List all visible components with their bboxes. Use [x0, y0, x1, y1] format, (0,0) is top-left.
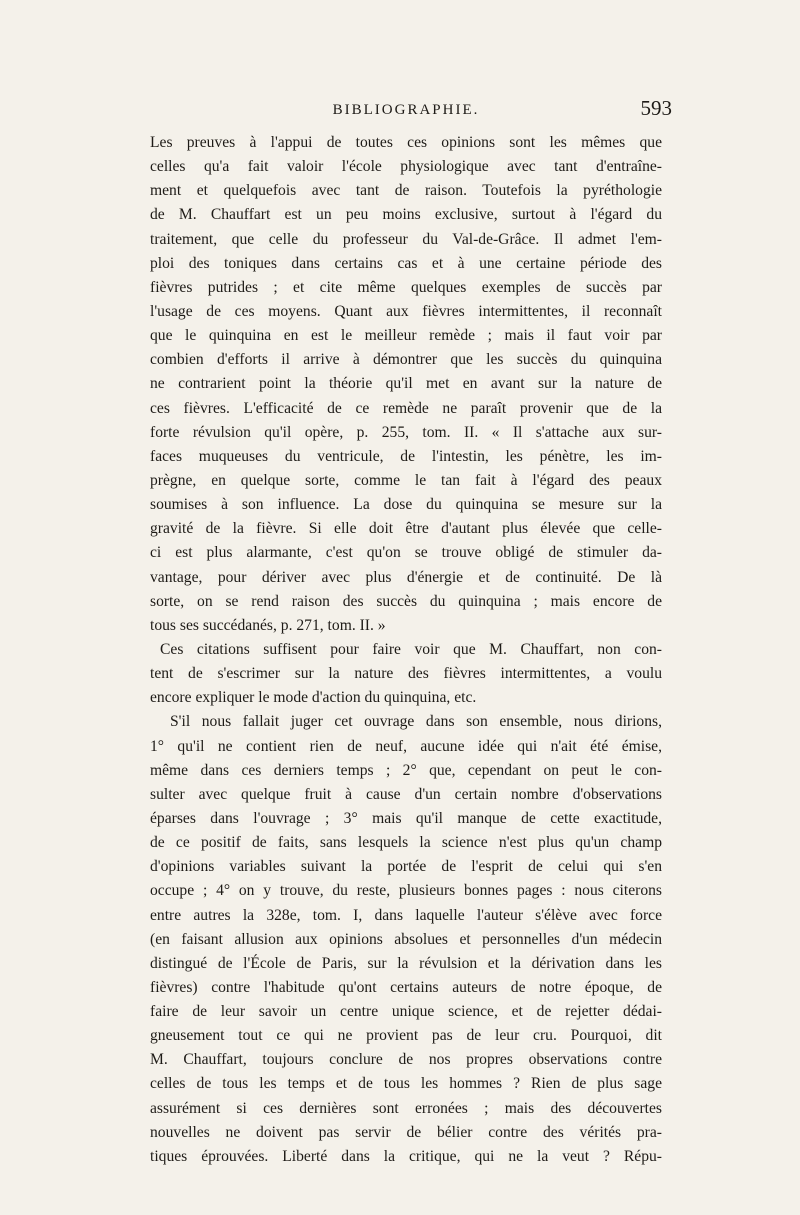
page-header [150, 96, 672, 126]
text-line: nouvelles ne doivent pas servir de bélier contre des vérités pra- [150, 1123, 662, 1141]
text-line: ment et quelquefois avec tant de raison. Toutefois la pyréthologie [150, 182, 662, 200]
text-line: combien d'efforts il arrive à démontrer que les succès du quinquina [150, 351, 662, 369]
page-number: 593 [640, 96, 672, 120]
text-line: celles qu'a fait valoir l'école physiologique avec tant d'entraîne- [150, 158, 662, 176]
text-line: sulter avec quelque fruit à cause d'un certain nombre d'observations [150, 785, 662, 803]
text-line: fièvres putrides ; et cite même quelques exemples de succès par [150, 278, 662, 296]
running-head: BIBLIOGRAPHIE. [332, 102, 480, 118]
text-line: forte révulsion qu'il opère, p. 255, tom. II. « Il s'attache aux sur- [150, 423, 662, 441]
text-line: encore expliquer le mode d'action du quinquina, etc. [150, 689, 477, 707]
text-line: entre autres la 328e, tom. I, dans laquelle l'auteur s'élève avec force [150, 906, 662, 924]
text-line: Les preuves à l'appui de toutes ces opinions sont les mêmes que [150, 134, 662, 151]
text-line: prègne, en quelque sorte, comme le tan fait à l'égard des peaux [150, 471, 662, 489]
text-line: sorte, on se rend raison des succès du quinquina ; mais encore de [150, 592, 662, 610]
text-line: (en faisant allusion aux opinions absolues et personnelles d'un médecin [150, 930, 662, 948]
text-line: celles de tous les temps et de tous les hommes ? Rien de plus sage [150, 1075, 662, 1093]
text-line: d'opinions variables suivant la portée de l'esprit de celui qui s'en [150, 858, 662, 876]
text-line: 1° qu'il ne contient rien de neuf, aucune idée qui n'ait été émise, [150, 737, 662, 755]
text-line: fièvres) contre l'habitude qu'ont certains auteurs de notre époque, de [150, 978, 662, 996]
text-line: tent de s'escrimer sur la nature des fièvres intermittentes, a voulu [150, 665, 662, 683]
text-line: ne contrarient point la théorie qu'il met en avant sur la nature de [150, 375, 662, 393]
text-line: M. Chauffart, toujours conclure de nos propres observations contre [150, 1051, 662, 1069]
text-line: même dans ces derniers temps ; 2° que, cependant on peut le con- [150, 761, 662, 779]
text-line: gneusement tout ce qui ne provient pas de leur cru. Pourquoi, dit [150, 1027, 662, 1045]
text-line: S'il nous fallait juger cet ouvrage dans son ensemble, nous dirions, [170, 713, 662, 731]
text-line: tiques éprouvées. Liberté dans la critique, qui ne la veut ? Répu- [150, 1147, 662, 1165]
text-line: occupe ; 4° on y trouve, du reste, plusieurs bonnes pages : nous citerons [150, 882, 662, 900]
text-line: Ces citations suffisent pour faire voir que M. Chauffart, non con- [160, 640, 662, 658]
text-line: soumises à son influence. La dose du quinquina se mesure sur la [150, 496, 662, 514]
text-line: l'usage de ces moyens. Quant aux fièvres intermittentes, il reconnaît [150, 302, 662, 320]
text-line: tous ses succédanés, p. 271, tom. II. » [150, 616, 386, 634]
text-line: de ce positif de faits, sans lesquels la science n'est plus qu'un champ [150, 834, 662, 852]
text-line: faire de leur savoir un centre unique science, et de rejetter dédai- [150, 1003, 662, 1021]
text-line: vantage, pour dériver avec plus d'énergie et de continuité. De là [150, 568, 662, 586]
text-line: ces fièvres. L'efficacité de ce remède ne paraît provenir que de la [150, 399, 662, 417]
text-line: ci est plus alarmante, c'est qu'on se trouve obligé de stimuler da- [150, 544, 662, 562]
text-line: éparses dans l'ouvrage ; 3° mais qu'il manque de cette exactitude, [150, 809, 662, 827]
text-line: faces muqueuses du ventricule, de l'intestin, les pénètre, les im- [150, 447, 662, 465]
text-line: ploi des toniques dans certains cas et à une certaine période des [150, 254, 662, 272]
text-line: traitement, que celle du professeur du Val-de-Grâce. Il admet l'em- [150, 230, 662, 248]
text-line: que le quinquina en est le meilleur remède ; mais il faut voir par [150, 327, 662, 345]
body-text [150, 131, 662, 1169]
text-line: distingué de l'École de Paris, sur la révulsion et la dérivation dans les [150, 954, 662, 972]
text-line: de M. Chauffart est un peu moins exclusive, surtout à l'égard du [150, 206, 662, 224]
text-line: assurément si ces dernières sont erronées ; mais des découvertes [150, 1099, 662, 1117]
text-line: gravité de la fièvre. Si elle doit être d'autant plus élevée que celle- [150, 520, 662, 538]
